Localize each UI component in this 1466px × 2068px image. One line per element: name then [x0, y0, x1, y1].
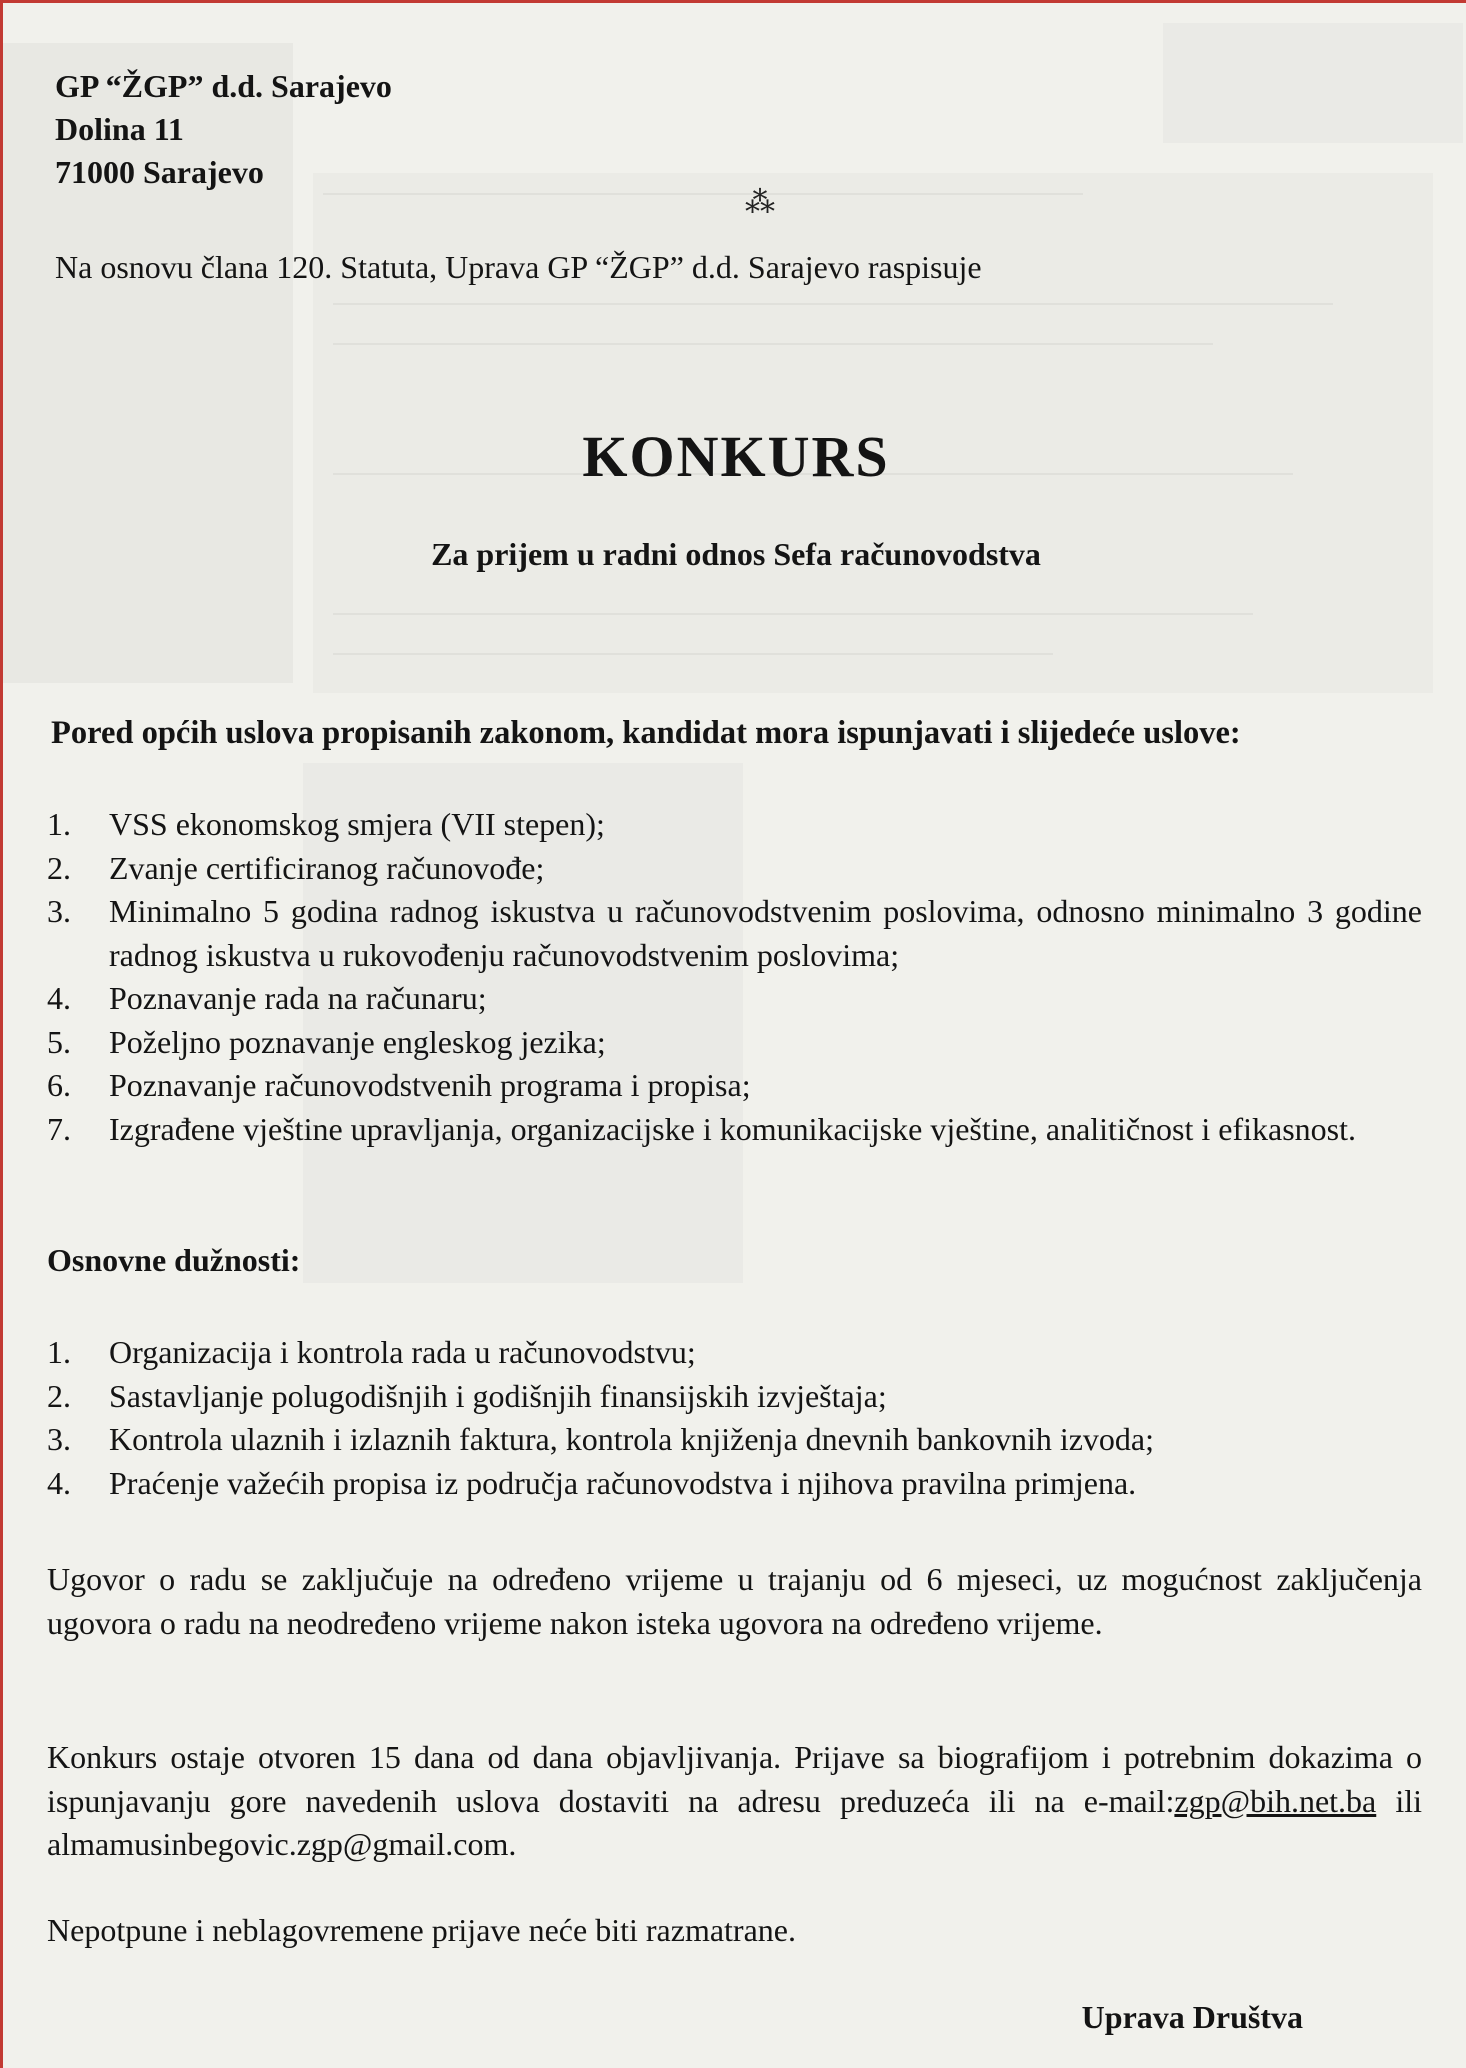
email-link-primary[interactable]: zgp@bih.net.ba — [1174, 1782, 1377, 1819]
bleed-through-line — [333, 613, 1253, 615]
bleed-through-line — [333, 343, 1213, 345]
signature: Uprava Društva — [1081, 1999, 1303, 2035]
company-city: 71000 Sarajevo — [55, 154, 264, 190]
list-item: 6. Poznavanje računovodstvenih programa i propisa; — [47, 1067, 751, 1103]
list-item: 3. Kontrola ulaznih i izlaznih faktura, kontrola knjiženja dnevnih bankovnih izvoda; — [47, 1421, 1155, 1457]
document-subtitle: Za prijem u radni odnos Sefa računovodstva — [431, 536, 1041, 572]
list-item: 7. Izgrađene vještine upravljanja, organizacijske i komunikacijske vještine, analitičnost i efikasnost. — [47, 1110, 1357, 1147]
list-item: 4. Poznavanje rada na računaru; — [47, 980, 487, 1016]
list-item: 2. Zvanje certificiranog računovođe; — [47, 849, 545, 886]
requirements-heading: Pored općih uslova propisanih zakonom, kandidat mora ispunjavati i slijedeće uslove: — [51, 715, 1241, 751]
bleed-through-line — [333, 303, 1333, 305]
list-item: 4. Praćenje važećih propisa iz područja računovodstva i njihova pravilna primjena. — [47, 1464, 1137, 1501]
list-item: 2. Sastavljanje polugodišnjih i godišnjih finansijskih izvještaja; — [47, 1377, 887, 1414]
intro-text: Na osnovu člana 120. Statuta, Uprava GP “ŽGP” d.d. Sarajevo raspisuje — [55, 249, 982, 285]
bleed-through-shade — [1163, 23, 1463, 143]
notice-paragraph: Nepotpune i neblagovremene prijave neće biti razmatrane. — [47, 1912, 796, 1948]
duties-heading: Osnovne dužnosti: — [47, 1242, 301, 1278]
bleed-through-line — [323, 193, 1083, 195]
contract-paragraph: Ugovor o radu se zaključuje na određeno vrijeme u trajanju od 6 mjeseci, uz mogućnost zaključenja ugovora o radu na neodređeno vrijeme nakon isteka ugovora na određeno vrijeme. — [47, 1561, 1422, 1641]
ink-speck: ⁂ — [745, 186, 775, 219]
application-paragraph: Konkurs ostaje otvoren 15 dana od dana objavljivanja. Prijave sa biografijom i potrebnim dokazima o ispunjavanju gore navedenih uslova dostaviti na adresu preduzeća ili na e-mail:zgp@bih.net.ba ili almamusinbegovic.zgp@gmail.com. — [47, 1739, 1423, 1862]
company-street: Dolina 11 — [55, 111, 184, 147]
bleed-through-line — [333, 653, 1053, 655]
list-item: 1. Organizacija i kontrola rada u računovodstvu; — [47, 1334, 696, 1370]
requirements-list — [47, 803, 1422, 1151]
list-item: 3. Minimalno 5 godina radnog iskustva u računovodstvenim poslovima, odnosno minimalno 3 godine radnog iskustva u rukovođenju računovodstvenim poslovima; — [47, 893, 1422, 973]
list-item: 5. Poželjno poznavanje engleskog jezika; — [47, 1023, 606, 1060]
list-item: 1. VSS ekonomskog smjera (VII stepen); — [47, 806, 605, 842]
duties-list — [47, 1331, 1422, 1505]
email-secondary: almamusinbegovic.zgp@gmail.com — [47, 1826, 509, 1862]
company-address — [55, 65, 392, 194]
company-name: GP “ŽGP” d.d. Sarajevo — [55, 68, 392, 104]
document-title: KONKURS — [582, 424, 890, 489]
